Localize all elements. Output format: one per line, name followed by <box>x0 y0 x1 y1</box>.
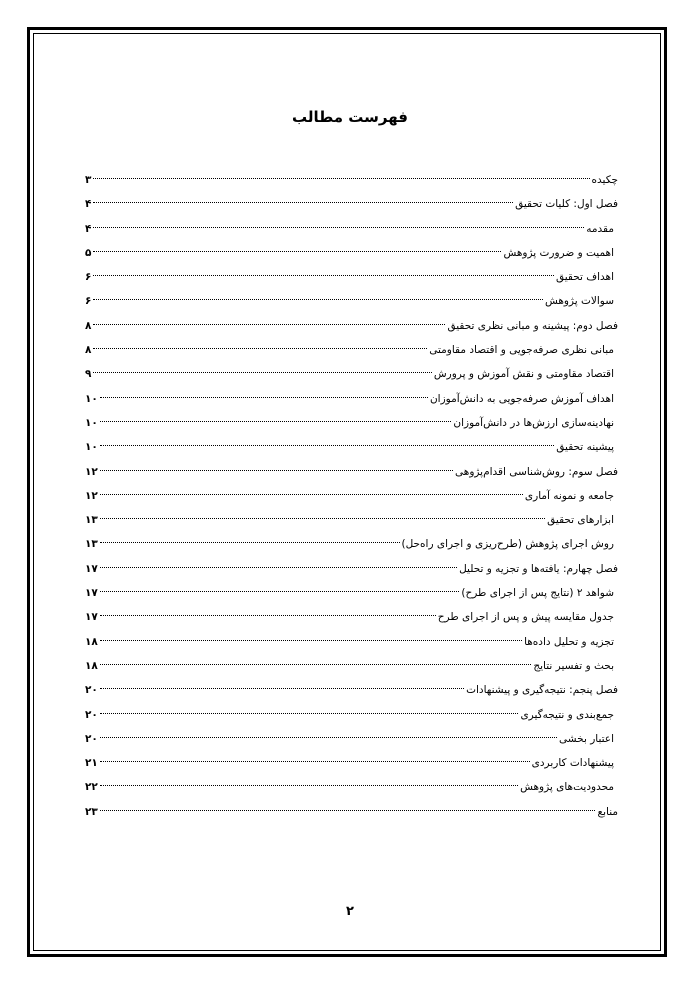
toc-entry-page: ۳ <box>85 174 92 186</box>
toc-entry-label: پیشینه تحقیق <box>556 441 614 454</box>
toc-dot-leader <box>100 591 460 592</box>
toc-entry-page: ۲۰ <box>85 684 98 697</box>
toc-dot-leader <box>93 202 513 203</box>
toc-entry-label: محدودیت‌های پژوهش <box>520 781 614 794</box>
toc-dot-leader <box>100 810 596 811</box>
toc-entry <box>85 168 618 192</box>
toc-entry-label: ابزارهای تحقیق <box>547 514 614 527</box>
toc-entry-page: ۱۷ <box>85 587 98 600</box>
toc-entry-page: ۲۳ <box>85 805 98 818</box>
toc-dot-leader <box>93 372 431 373</box>
toc-entry-label: مقدمه <box>586 222 614 235</box>
toc-dot-leader <box>100 567 457 568</box>
toc-entry <box>85 703 618 727</box>
toc-entry-label: جدول مقایسه پیش و پس از اجرای طرح <box>437 611 614 624</box>
page-number: ۲ <box>346 904 354 919</box>
toc-entry <box>85 411 618 435</box>
toc-entry <box>85 557 618 581</box>
toc-dot-leader <box>100 713 519 714</box>
toc-dot-leader <box>93 299 543 300</box>
table-of-contents <box>85 168 618 824</box>
toc-entry <box>85 508 618 532</box>
toc-dot-leader <box>100 640 522 641</box>
toc-entry <box>85 362 618 386</box>
toc-entry-page: ۶ <box>85 295 92 308</box>
toc-entry-page: ۱۳ <box>85 514 98 527</box>
toc-entry-page: ۴ <box>85 198 92 211</box>
toc-dot-leader <box>100 737 557 738</box>
toc-dot-leader <box>93 178 589 179</box>
toc-entry-label: روش اجرای پژوهش (طرح‌ریزی و اجرای راه‌حل) <box>401 538 614 551</box>
toc-entry-page: ۸ <box>85 344 92 357</box>
toc-entry-label: اقتصاد مقاومتی و نقش آموزش و پرورش <box>433 368 614 381</box>
toc-entry-page: ۱۸ <box>85 635 98 648</box>
toc-entry <box>85 654 618 678</box>
toc-entry <box>85 727 618 751</box>
toc-dot-leader <box>93 251 501 252</box>
toc-dot-leader <box>100 470 453 471</box>
toc-entry-page: ۵ <box>85 246 92 259</box>
toc-dot-leader <box>100 785 518 786</box>
toc-dot-leader <box>100 615 436 616</box>
toc-entry-label: فصل سوم: روش‌شناسی اقدام‌پژوهی <box>455 465 618 478</box>
toc-dot-leader <box>100 421 452 422</box>
toc-entry <box>85 289 618 313</box>
toc-dot-leader <box>100 445 554 446</box>
toc-dot-leader <box>100 761 530 762</box>
toc-entry-label: چکیده <box>591 174 618 186</box>
toc-entry-label: نهادینه‌سازی ارزش‌ها در دانش‌آموزان <box>453 416 614 429</box>
toc-entry <box>85 314 618 338</box>
toc-entry <box>85 460 618 484</box>
toc-entry-page: ۱۰ <box>85 392 98 405</box>
toc-entry-label: فصل پنجم: نتیجه‌گیری و پیشنهادات <box>466 684 618 697</box>
toc-entry-page: ۱۲ <box>85 489 98 502</box>
toc-entry <box>85 532 618 556</box>
toc-dot-leader <box>100 688 464 689</box>
toc-entry <box>85 630 618 654</box>
toc-dot-leader <box>100 542 400 543</box>
toc-entry-label: اهداف تحقیق <box>555 271 614 284</box>
toc-entry-page: ۱۷ <box>85 611 98 624</box>
toc-entry-page: ۱۰ <box>85 416 98 429</box>
toc-entry-page: ۱۳ <box>85 538 98 551</box>
toc-entry <box>85 241 618 265</box>
toc-entry <box>85 192 618 216</box>
toc-entry-page: ۹ <box>85 368 92 381</box>
toc-dot-leader <box>100 397 428 398</box>
toc-dot-leader <box>100 494 523 495</box>
toc-entry-label: بحث و تفسیر نتایج <box>533 659 614 672</box>
toc-dot-leader <box>93 348 427 349</box>
toc-entry-label: سوالات پژوهش <box>544 295 614 308</box>
toc-entry <box>85 338 618 362</box>
toc-entry-page: ۶ <box>85 271 92 284</box>
toc-entry-page: ۲۰ <box>85 708 98 721</box>
toc-entry-label: اعتبار بخشی <box>559 732 614 745</box>
toc-entry <box>85 387 618 411</box>
toc-entry-label: فصل اول: کلیات تحقیق <box>515 198 618 211</box>
toc-entry <box>85 800 618 824</box>
toc-entry <box>85 265 618 289</box>
toc-entry-page: ۲۲ <box>85 781 98 794</box>
toc-title: فهرست مطالب <box>292 108 408 126</box>
toc-dot-leader <box>93 227 584 228</box>
toc-entry-label: جامعه و نمونه آماری <box>524 489 614 502</box>
toc-entry-label: شواهد ۲ (نتایج پس از اجرای طرح) <box>461 587 614 600</box>
toc-entry-page: ۲۱ <box>85 757 98 770</box>
toc-entry-label: جمع‌بندی و نتیجه‌گیری <box>520 708 614 721</box>
toc-entry-label: اهمیت و ضرورت پژوهش <box>503 246 614 259</box>
toc-entry-label: پیشنهادات کاربردی <box>531 757 614 770</box>
toc-entry <box>85 435 618 459</box>
toc-entry <box>85 217 618 241</box>
toc-entry-page: ۸ <box>85 319 92 332</box>
toc-entry <box>85 678 618 702</box>
toc-entry-label: تجزیه و تحلیل داده‌ها <box>524 635 614 648</box>
toc-entry-page: ۱۰ <box>85 441 98 454</box>
toc-entry <box>85 751 618 775</box>
toc-entry-page: ۱۷ <box>85 562 98 575</box>
toc-entry <box>85 484 618 508</box>
toc-dot-leader <box>100 664 532 665</box>
toc-dot-leader <box>93 324 445 325</box>
toc-entry-label: فصل چهارم: یافته‌ها و تجزیه و تحلیل <box>459 562 618 575</box>
toc-entry-page: ۱۸ <box>85 659 98 672</box>
toc-entry-label: فصل دوم: پیشینه و مبانی نظری تحقیق <box>447 319 618 332</box>
toc-entry-page: ۲۰ <box>85 732 98 745</box>
toc-entry <box>85 775 618 799</box>
toc-dot-leader <box>93 275 554 276</box>
toc-entry <box>85 605 618 629</box>
toc-entry-page: ۴ <box>85 222 92 235</box>
toc-entry-label: اهداف آموزش صرفه‌جویی به دانش‌آموزان <box>429 392 614 405</box>
toc-entry-label: مبانی نظری صرفه‌جویی و اقتصاد مقاومتی <box>429 344 614 357</box>
toc-entry-page: ۱۲ <box>85 465 98 478</box>
toc-dot-leader <box>100 518 545 519</box>
toc-entry <box>85 581 618 605</box>
toc-entry-label: منابع <box>597 805 618 818</box>
